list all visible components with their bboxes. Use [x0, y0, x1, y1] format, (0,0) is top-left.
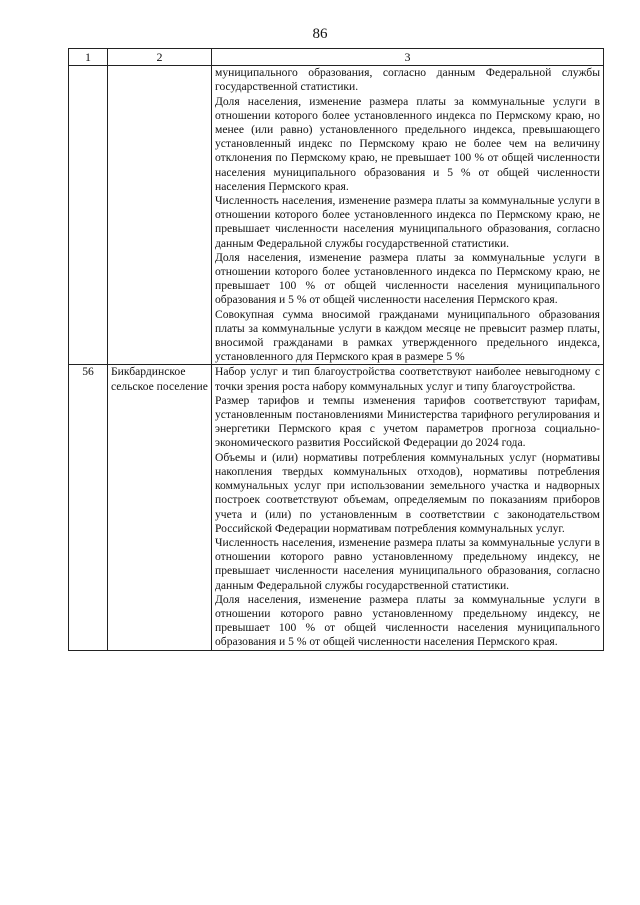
criteria-paragraph: Совокупная сумма вносимой гражданами муниципального образования платы за коммунальные услуги в каждом месяце не превысит размер платы, вносимой гражданами в рамках утвержденного предельного индекса, установленного для Пермского края в размере 5 % — [215, 307, 600, 364]
criteria-paragraph: Объемы и (или) нормативы потребления коммунальных услуг (нормативы накопления твердых коммунальных отходов), нормативы потребления коммунальных услуг при использовании земельного участка и надворных построек соответствуют объемам, определяемым по показаниям приборов учета и (или) по установленным в соответствии с законодательством Российской Федерации нормативам потребления коммунальных услуг. — [215, 450, 600, 535]
criteria-paragraph: Доля населения, изменение размера платы за коммунальные услуги в отношении которого более установленного индекса по Пермскому краю, но менее (или равно) установленного предельного индекса, превышающего установленный индекс по Пермскому краю не более чем на величину отклонения по Пермскому краю, не превышает 100 % от общей численности населения муниципального образования и 5 % от общей численности населения Пермского края. — [215, 94, 600, 193]
criteria-paragraph: Размер тарифов и темпы изменения тарифов соответствуют тарифам, установленным постановлениями Министерства тарифного регулирования и энергетики Пермского края с учетом параметров прогноза социально-экономического развития Российской Федерации до 2024 года. — [215, 393, 600, 450]
criteria-paragraph: Численность населения, изменение размера платы за коммунальные услуги в отношении которого более установленного индекса по Пермскому краю, не превышает численности населения муниципального образования, согласно данным Федеральной службы государственной статистики. — [215, 194, 600, 250]
row-number: 56 — [69, 365, 108, 650]
criteria-paragraph: Доля населения, изменение размера платы за коммунальные услуги в отношении которого равно установленному предельному индексу, не превышает 100 % от общей численности населения муниципального образования и 5 % от общей численности населения Пермского края. — [215, 592, 600, 649]
criteria-paragraph: муниципального образования, согласно данным Федеральной службы государственной статистики. — [215, 66, 600, 94]
criteria-paragraph: Доля населения, изменение размера платы за коммунальные услуги в отношении которого более установленного индекса по Пермскому краю, не превышает 100 % от общей численности населения муниципального образования и 5 % от общей численности населения Пермского края. — [215, 250, 600, 307]
table-header-row — [69, 49, 604, 66]
municipality-name: Бикбардинское сельское поселение — [108, 365, 212, 650]
row-number — [69, 66, 108, 365]
document-table — [68, 48, 604, 651]
municipality-name — [108, 66, 212, 365]
table-row — [69, 365, 604, 650]
criteria-cell — [212, 365, 604, 650]
criteria-paragraph: Набор услуг и тип благоустройства соответствуют наиболее невыгодному с точки зрения роста набору коммунальных услуг и типу благоустройства. — [215, 365, 600, 393]
criteria-paragraph: Численность населения, изменение размера платы за коммунальные услуги в отношении которого равно установленному предельному индексу, не превышает численности населения муниципального образования, согласно данным Федеральной службы государственной статистики. — [215, 535, 600, 592]
page-number: 86 — [312, 26, 328, 42]
criteria-cell — [212, 66, 604, 365]
column-header: 3 — [212, 49, 604, 66]
table-row — [69, 66, 604, 365]
column-header: 2 — [108, 49, 212, 66]
column-header: 1 — [69, 49, 108, 66]
